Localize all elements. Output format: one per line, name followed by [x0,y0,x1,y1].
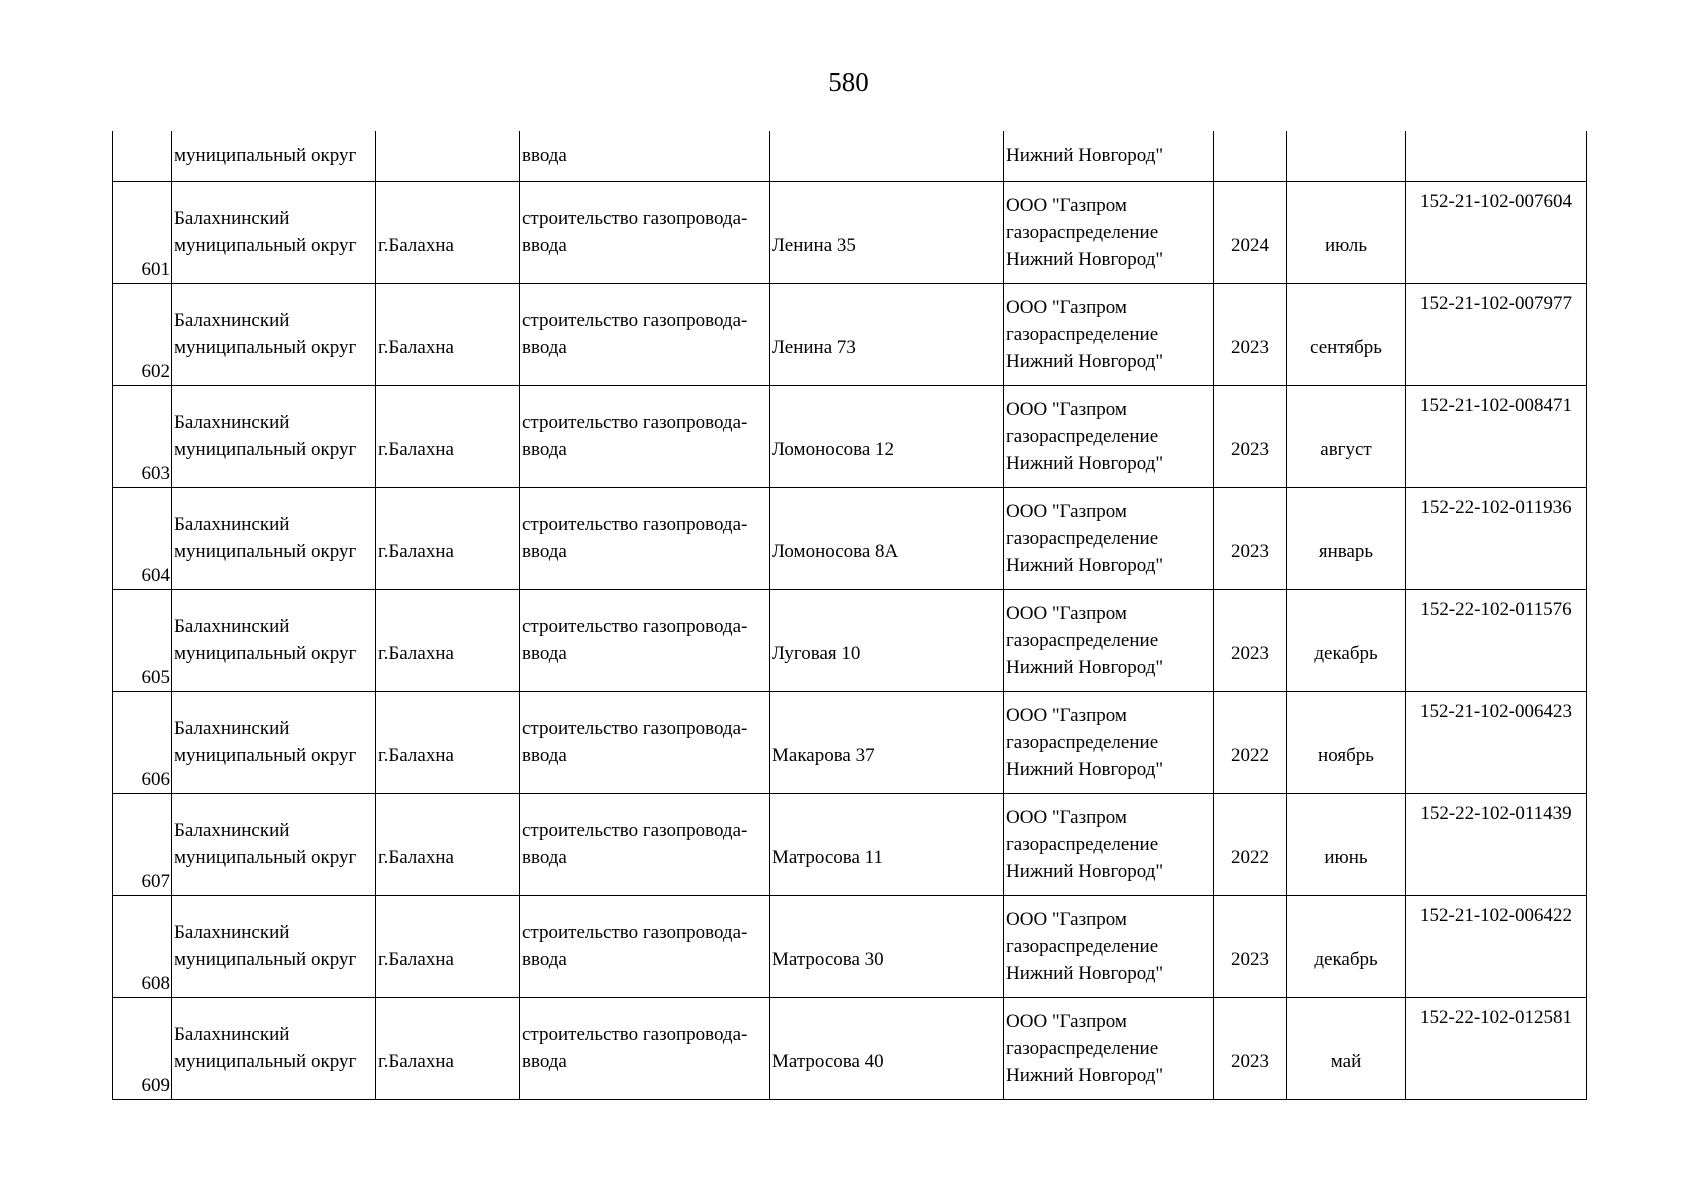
city-text: г.Балахна [378,541,454,562]
address-text: Матросова 40 [772,1051,884,1072]
cell-org [1004,589,1214,691]
org-line-1: ООО "Газпром [1006,501,1127,522]
cell-year [1214,691,1287,793]
district-line-2: муниципальный округ [174,643,357,664]
cell-work [520,385,770,487]
org-line-2: газораспределение [1006,324,1159,345]
city-text: г.Балахна [378,439,454,460]
cell-year [1214,589,1287,691]
cell-month [1287,691,1406,793]
org-line-3: Нижний Новгород" [1006,453,1164,474]
work-line-1: строительство газопровода- [522,718,748,739]
cell-work [520,793,770,895]
cell-org [1004,283,1214,385]
cell-address [770,131,1004,181]
district-line-2: муниципальный округ [174,439,357,460]
district-line-1: Балахнинский [174,514,290,535]
cell-city [376,487,520,589]
cell-org [1004,487,1214,589]
org-line-2: газораспределение [1006,732,1159,753]
org-line-1: ООО "Газпром [1006,603,1127,624]
cell-code: 152-21-102-006423 [1406,691,1587,793]
org-line-1: ООО "Газпром [1006,399,1127,420]
table-row [113,283,1587,385]
cell-address [770,997,1004,1099]
cell-district [172,181,376,283]
cell-address [770,691,1004,793]
cell-num: 607 [113,793,172,895]
district-line-1: Балахнинский [174,208,290,229]
city-text: г.Балахна [378,847,454,868]
org-line-2: газораспределение [1006,630,1159,651]
work-line-1: строительство газопровода- [522,412,748,433]
cell-year [1214,895,1287,997]
work-line-2: ввода [522,337,567,358]
cell-month [1287,131,1406,181]
cell-district [172,691,376,793]
org-line-2: газораспределение [1006,528,1159,549]
table-row [113,997,1587,1099]
continued-row [113,131,1587,181]
cell-city [376,997,520,1099]
cell-num: 606 [113,691,172,793]
district-line-1: Балахнинский [174,718,290,739]
work-line-2: ввода [522,847,567,868]
cell-code: 152-21-102-007604 [1406,181,1587,283]
page-number: 580 [828,67,869,97]
cell-city [376,181,520,283]
cell-code [1406,131,1587,181]
cell-num: 603 [113,385,172,487]
cell-month [1287,487,1406,589]
cell-code: 152-21-102-008471 [1406,385,1587,487]
cell-month [1287,385,1406,487]
org-line-3: Нижний Новгород" [1006,759,1164,780]
district-line-2: муниципальный округ [174,745,357,766]
cell-org [1004,895,1214,997]
cell-code: 152-22-102-012581 [1406,997,1587,1099]
cell-city [376,385,520,487]
month-text: июль [1324,235,1368,256]
year-text: 2023 [1231,439,1269,460]
cell-code: 152-21-102-007977 [1406,283,1587,385]
cell-year [1214,181,1287,283]
cell-address [770,487,1004,589]
cell-org [1004,793,1214,895]
month-text: май [1330,1051,1362,1072]
cell-year [1214,385,1287,487]
cell-year [1214,793,1287,895]
month-text: декабрь [1314,949,1378,970]
month-text: декабрь [1314,643,1378,664]
cell-district [172,283,376,385]
cell-month [1287,181,1406,283]
year-text: 2022 [1231,745,1269,766]
district-line-2: муниципальный округ [174,949,357,970]
table-row [113,487,1587,589]
address-text: Ломоносова 12 [772,439,895,460]
org-line-1: ООО "Газпром [1006,297,1127,318]
work-line-2: ввода [522,235,567,256]
cell-address [770,283,1004,385]
address-text: Ломоносова 8А [772,541,899,562]
cell-address [770,589,1004,691]
district-line-1: Балахнинский [174,616,290,637]
month-text: июнь [1324,847,1368,868]
cell-num: 601 [113,181,172,283]
org-line-2: газораспределение [1006,426,1159,447]
district-line-1: Балахнинский [174,310,290,331]
org-line-1: ООО "Газпром [1006,195,1127,216]
work-line-1: строительство газопровода- [522,208,748,229]
cell-district [172,895,376,997]
cell-month [1287,589,1406,691]
cell-num: 609 [113,997,172,1099]
cell-month [1287,793,1406,895]
city-text: г.Балахна [378,643,454,664]
cell-num [113,131,172,181]
org-line-3: Нижний Новгород" [1006,249,1164,270]
month-text: сентябрь [1310,337,1382,358]
year-text: 2023 [1231,949,1269,970]
cell-city [376,793,520,895]
cell-district [172,385,376,487]
address-text: Ленина 73 [772,337,856,358]
address-text: Матросова 30 [772,949,884,970]
cell-district [172,997,376,1099]
year-text: 2022 [1231,847,1269,868]
cell-address [770,181,1004,283]
month-text: ноябрь [1318,745,1374,766]
cell-district [172,793,376,895]
cell-year [1214,283,1287,385]
cell-num: 602 [113,283,172,385]
district-line-1: Балахнинский [174,820,290,841]
org-line-2: газораспределение [1006,222,1159,243]
cell-work: ввода [520,131,770,181]
address-text: Ленина 35 [772,235,856,256]
org-line-3: Нижний Новгород" [1006,555,1164,576]
year-text: 2023 [1231,643,1269,664]
org-line-1: ООО "Газпром [1006,807,1127,828]
work-line-2: ввода [522,1051,567,1072]
work-line-2: ввода [522,745,567,766]
district-line-2: муниципальный округ [174,847,357,868]
cell-org [1004,385,1214,487]
city-text: г.Балахна [378,337,454,358]
district-line-2: муниципальный округ [174,541,357,562]
org-line-3: Нижний Новгород" [1006,963,1164,984]
cell-month [1287,895,1406,997]
work-line-1: строительство газопровода- [522,514,748,535]
table-row [113,793,1587,895]
year-text: 2023 [1231,541,1269,562]
cell-month [1287,283,1406,385]
city-text: г.Балахна [378,745,454,766]
address-text: Макарова 37 [772,745,875,766]
table-row [113,691,1587,793]
cell-city [376,895,520,997]
org-line-3: Нижний Новгород" [1006,1065,1164,1086]
work-line-1: строительство газопровода- [522,922,748,943]
year-text: 2023 [1231,337,1269,358]
month-text: январь [1318,541,1374,562]
cell-code: 152-22-102-011439 [1406,793,1587,895]
cell-year [1214,997,1287,1099]
cell-num: 608 [113,895,172,997]
cell-code: 152-22-102-011576 [1406,589,1587,691]
work-line-1: строительство газопровода- [522,1024,748,1045]
org-line-3: Нижний Новгород" [1006,351,1164,372]
district-line-2: муниципальный округ [174,337,357,358]
table-row [113,385,1587,487]
address-text: Матросова 11 [772,847,883,868]
cell-city [376,691,520,793]
cell-address [770,793,1004,895]
cell-city [376,283,520,385]
table-body [113,131,1587,1099]
cell-num: 605 [113,589,172,691]
city-text: г.Балахна [378,235,454,256]
org-line-2: газораспределение [1006,1038,1159,1059]
year-text: 2023 [1231,1051,1269,1072]
cell-org [1004,181,1214,283]
work-line-1: строительство газопровода- [522,616,748,637]
city-text: г.Балахна [378,949,454,970]
work-line-2: ввода [522,439,567,460]
cell-city [376,131,520,181]
cell-district: муниципальный округ [172,131,376,181]
district-line-2: муниципальный округ [174,1051,357,1072]
cell-code: 152-21-102-006422 [1406,895,1587,997]
district-line-1: Балахнинский [174,1024,290,1045]
cell-work [520,997,770,1099]
cell-city [376,589,520,691]
cell-num: 604 [113,487,172,589]
org-line-2: газораспределение [1006,834,1159,855]
cell-work [520,895,770,997]
cell-work [520,181,770,283]
org-line-1: ООО "Газпром [1006,705,1127,726]
cell-district [172,487,376,589]
work-line-2: ввода [522,949,567,970]
address-text: Луговая 10 [772,643,861,664]
org-line-1: ООО "Газпром [1006,909,1127,930]
cell-work [520,487,770,589]
cell-year [1214,131,1287,181]
org-line-1: ООО "Газпром [1006,1011,1127,1032]
cell-address [770,895,1004,997]
cell-work [520,589,770,691]
work-line-1: строительство газопровода- [522,310,748,331]
cell-work [520,691,770,793]
month-text: август [1320,439,1372,460]
year-text: 2024 [1231,235,1269,256]
district-line-2: муниципальный округ [174,235,357,256]
cell-org: Нижний Новгород" [1004,131,1214,181]
org-line-2: газораспределение [1006,936,1159,957]
cell-district [172,589,376,691]
cell-work [520,283,770,385]
district-line-1: Балахнинский [174,412,290,433]
work-line-2: ввода [522,643,567,664]
register-table [112,131,1587,1100]
table-row [113,895,1587,997]
cell-org [1004,997,1214,1099]
org-line-3: Нижний Новгород" [1006,861,1164,882]
table-row [113,589,1587,691]
cell-year [1214,487,1287,589]
table-row [113,181,1587,283]
district-line-1: Балахнинский [174,922,290,943]
org-line-3: Нижний Новгород" [1006,657,1164,678]
work-line-1: строительство газопровода- [522,820,748,841]
cell-org [1004,691,1214,793]
work-line-2: ввода [522,541,567,562]
cell-address [770,385,1004,487]
cell-code: 152-22-102-011936 [1406,487,1587,589]
cell-month [1287,997,1406,1099]
city-text: г.Балахна [378,1051,454,1072]
